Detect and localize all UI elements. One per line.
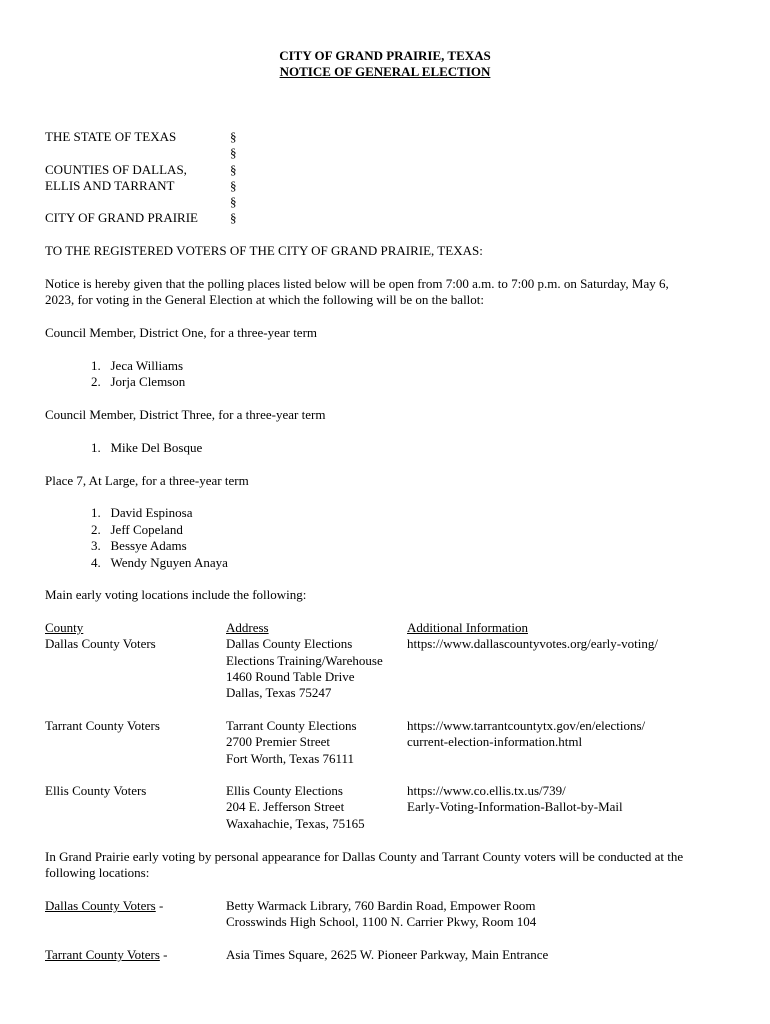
section-symbol: §: [230, 178, 237, 193]
candidate-item: 1. Mike Del Bosque: [91, 440, 203, 455]
table-cell-link[interactable]: Early-Voting-Information-Ballot-by-Mail: [407, 799, 623, 814]
race-title: Council Member, District One, for a three-year term: [45, 325, 318, 340]
table-cell-address: Tarrant County Elections: [226, 718, 357, 733]
table-cell-county: Dallas County Voters: [45, 636, 156, 651]
table-cell-address: Fort Worth, Texas 76111: [226, 751, 355, 766]
salutation: TO THE REGISTERED VOTERS OF THE CITY OF GRAND PRAIRIE, TEXAS:: [45, 243, 483, 258]
gp-intro-line: In Grand Prairie early voting by personal appearance for Dallas County and Tarrant County voters will be conducted at the: [45, 849, 684, 864]
table-cell-county: Ellis County Voters: [45, 783, 147, 798]
candidate-item: 3. Bessye Adams: [91, 538, 187, 553]
table-cell-address: Elections Training/Warehouse: [226, 653, 383, 668]
table-cell-address: Dallas, Texas 75247: [226, 685, 332, 700]
gp-location-site: Betty Warmack Library, 760 Bardin Road, Empower Room: [226, 898, 536, 913]
caption-counties-line1: COUNTIES OF DALLAS,: [45, 162, 187, 177]
race-title: Place 7, At Large, for a three-year term: [45, 473, 249, 488]
table-header-address: Address: [226, 620, 269, 635]
table-cell-address: 1460 Round Table Drive: [226, 669, 355, 684]
table-cell-link[interactable]: https://www.dallascountyvotes.org/early-voting/: [407, 636, 658, 651]
notice-line: Notice is hereby given that the polling places listed below will be open from 7:00 a.m. to 7:00 p.m. on Saturday, May 6,: [45, 276, 669, 291]
race-title: Council Member, District Three, for a three-year term: [45, 407, 326, 422]
gp-intro-line: following locations:: [45, 865, 150, 880]
table-header-county: County: [45, 620, 84, 635]
table-cell-address: Dallas County Elections: [226, 636, 353, 651]
caption-state: THE STATE OF TEXAS: [45, 129, 177, 144]
candidate-item: 2. Jorja Clemson: [91, 374, 186, 389]
candidate-item: 2. Jeff Copeland: [91, 522, 183, 537]
candidate-item: 4. Wendy Nguyen Anaya: [91, 555, 228, 570]
table-cell-link[interactable]: https://www.tarrantcountytx.gov/en/elections/: [407, 718, 646, 733]
caption-city: CITY OF GRAND PRAIRIE: [45, 210, 198, 225]
table-cell-address: Waxahachie, Texas, 75165: [226, 816, 365, 831]
table-cell-link[interactable]: current-election-information.html: [407, 734, 583, 749]
section-symbol: §: [230, 129, 237, 144]
gp-location-site: Crosswinds High School, 1100 N. Carrier Pkwy, Room 104: [226, 914, 537, 929]
table-cell-address: 204 E. Jefferson Street: [226, 799, 345, 814]
candidate-item: 1. David Espinosa: [91, 505, 193, 520]
table-cell-link[interactable]: https://www.co.ellis.tx.us/739/: [407, 783, 566, 798]
table-cell-address: Ellis County Elections: [226, 783, 343, 798]
table-cell-address: 2700 Premier Street: [226, 734, 330, 749]
table-header-info: Additional Information: [407, 620, 528, 635]
gp-location-label: Tarrant County Voters -: [45, 947, 168, 962]
document-title: CITY OF GRAND PRAIRIE, TEXAS: [279, 48, 491, 63]
candidate-item: 1. Jeca Williams: [91, 358, 184, 373]
section-symbol: §: [230, 194, 237, 209]
section-symbol: §: [230, 145, 237, 160]
caption-counties-line2: ELLIS AND TARRANT: [45, 178, 175, 193]
table-cell-county: Tarrant County Voters: [45, 718, 160, 733]
section-symbol: §: [230, 162, 237, 177]
document-subtitle: NOTICE OF GENERAL ELECTION: [279, 64, 491, 79]
early-voting-intro: Main early voting locations include the following:: [45, 587, 307, 602]
gp-location-site: Asia Times Square, 2625 W. Pioneer Parkway, Main Entrance: [226, 947, 549, 962]
section-symbol: §: [230, 210, 237, 225]
notice-line: 2023, for voting in the General Election at which the following will be on the ballot:: [45, 292, 485, 307]
gp-location-label: Dallas County Voters -: [45, 898, 164, 913]
